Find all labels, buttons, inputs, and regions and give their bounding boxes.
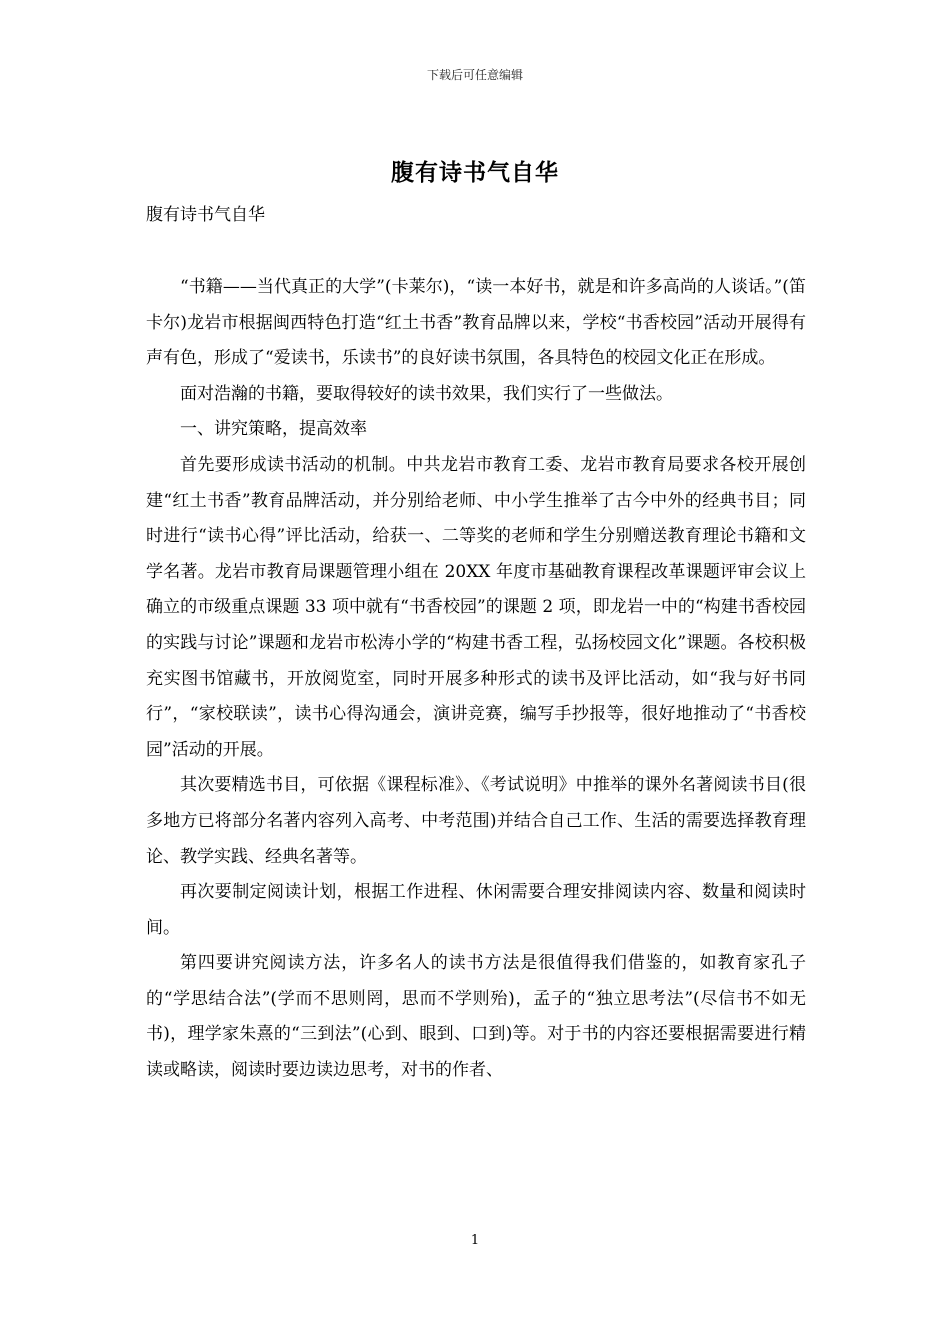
paragraph: 第四要讲究阅读方法，许多名人的读书方法是很值得我们借鉴的，如教育家孔子的“学思结合法”(学而不思则罔，思而不学则殆)，孟子的“独立思考法”(尽信书不如无书)，理学家朱熹的“三到法”(心到、眼到、口到)等。对于书的内容还要根据需要进行精读或略读，阅读时要边读边思考，对书的作者、 (146, 953, 806, 1081)
document-title: 腹有诗书气自华 (391, 159, 559, 186)
document-subtitle: 腹有诗书气自华 (146, 205, 265, 225)
paragraph: 首先要形成读书活动的机制。中共龙岩市教育工委、龙岩市教育局要求各校开展创建“红土书香”教育品牌活动，并分别给老师、中小学生推举了古今中外的经典书目；同时进行“读书心得”评比活动，给获一、二等奖的老师和学生分别赠送教育理论书籍和文学名著。龙岩市教育局课题管理小组在 20XX 年度市基础教育课程改革课题评审会议上确立的市级重点课题 33 项中就有“书香校园”的课题 2 项，即龙岩一中的“构建书香校园的实践与讨论”课题和龙岩市松涛小学的“构建书香工程，弘扬校园文化”课题。各校积极充实图书馆藏书，开放阅览室，同时开展多种形式的读书及评比活动，如“我与好书同行”，“家校联读”，读书心得沟通会，演讲竞赛，编写手抄报等，很好地推动了“书香校园”活动的开展。 (146, 454, 806, 760)
document-body (146, 270, 806, 1089)
paragraph: 再次要制定阅读计划，根据工作进程、休闲需要合理安排阅读内容、数量和阅读时间。 (146, 882, 806, 938)
page-number: 1 (470, 1233, 480, 1248)
header-note: 下载后可任意编辑 (426, 68, 523, 82)
paragraph: 其次要精选书目，可依据《课程标准》、《考试说明》中推举的课外名著阅读书目(很多地方已将部分名著内容列入高考、中考范围)并结合自己工作、生活的需要选择教育理论、教学实践、经典名著等。 (146, 775, 806, 867)
paragraph: “书籍——当代真正的大学”(卡莱尔)，“读一本好书，就是和许多高尚的人谈话。”(笛卡尔)龙岩市根据闽西特色打造“红土书香”教育品牌以来，学校“书香校园”活动开展得有声有色，形成了“爱读书，乐读书”的良好读书氛围，各具特色的校园文化正在形成。 (146, 277, 806, 369)
section-heading: 一、讲究策略，提高效率 (180, 419, 367, 440)
paragraph: 面对浩瀚的书籍，要取得较好的读书效果，我们实行了一些做法。 (180, 383, 673, 404)
